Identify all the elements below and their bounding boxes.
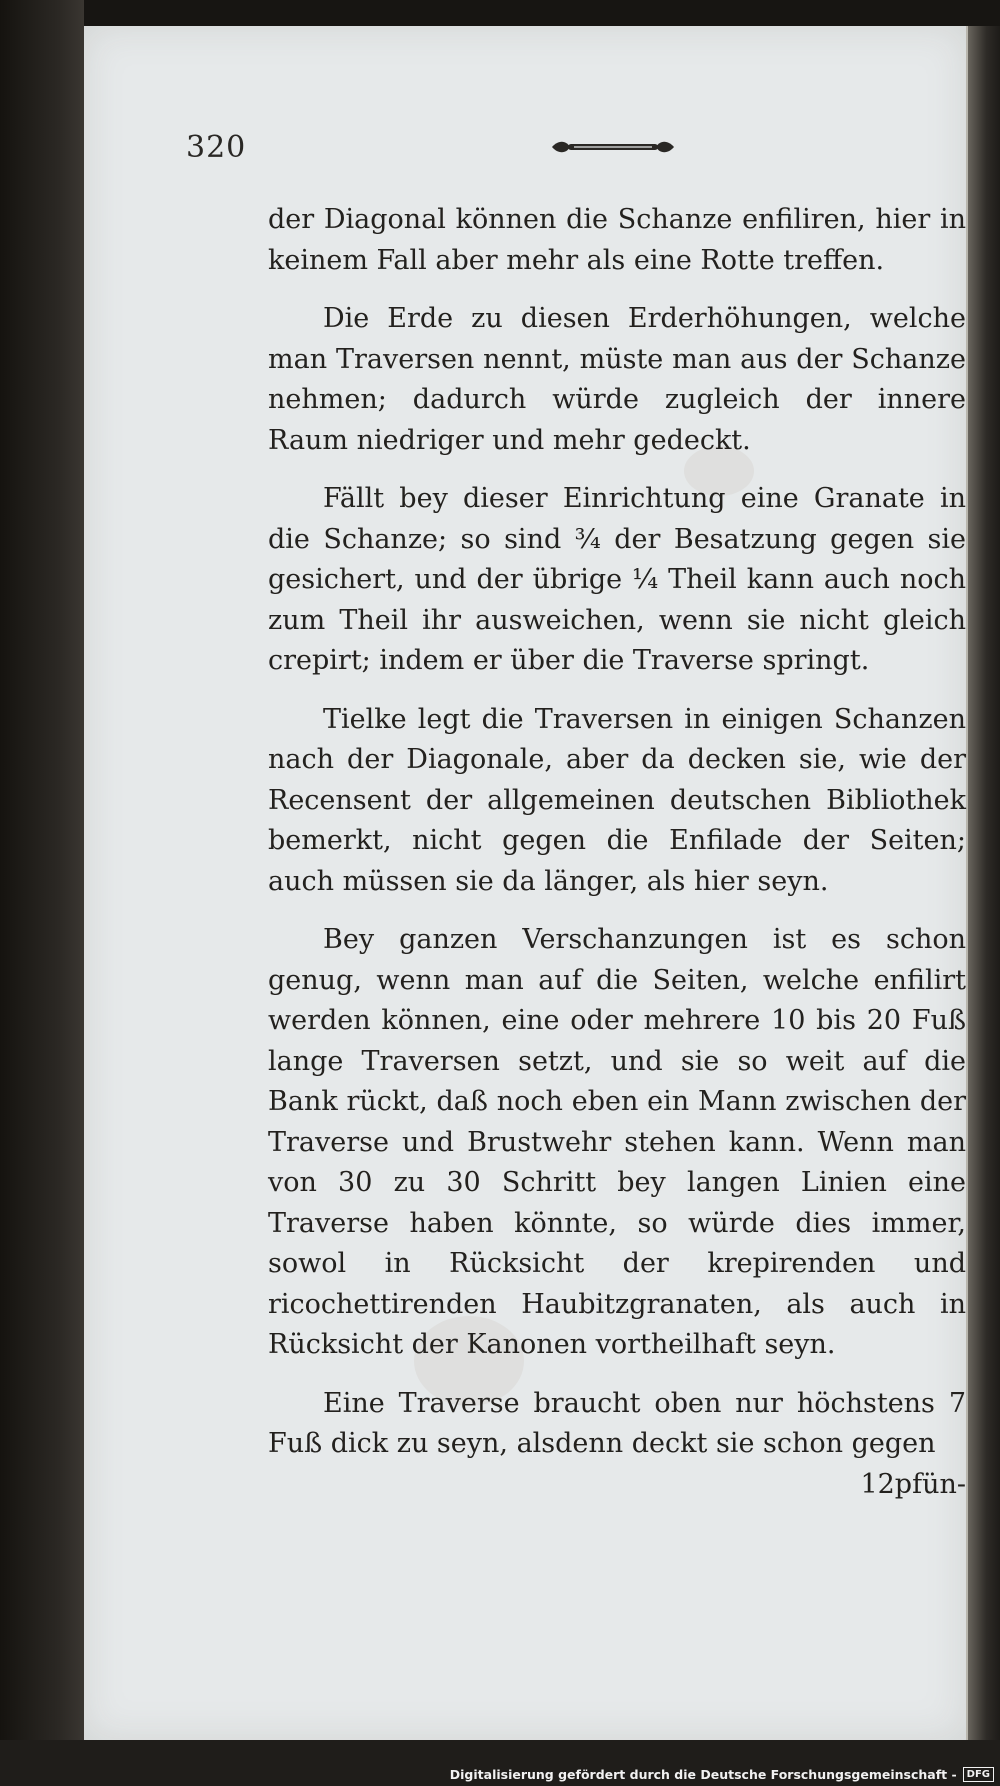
page-body-text — [268, 200, 966, 1505]
scan-left-edge — [0, 0, 84, 1786]
ornament-rule-icon — [548, 136, 678, 158]
dfg-logo-icon: DFG — [963, 1767, 994, 1782]
paragraph: Tielke legt die Traversen in einigen Schanzen nach der Diagonale, aber da decken sie, wie der Recensent der allgemeinen deutschen Bibliothek bemerkt, nicht gegen die Enfilade der Seiten; auch müssen sie da länger, als hier seyn. — [268, 703, 966, 897]
digitization-credit — [450, 1767, 994, 1782]
paragraph: Eine Traverse braucht oben nur höchstens 7 Fuß dick zu seyn, alsdenn deckt sie schon gegen — [268, 1387, 966, 1459]
scan-bottom-strip — [0, 1740, 1000, 1786]
paragraph: der Diagonal können die Schanze enfiliren, hier in keinem Fall aber mehr als eine Rotte treffen. — [268, 204, 966, 276]
paragraph: Fällt bey dieser Einrichtung eine Granate in die Schanze; so sind ¾ der Besatzung gegen sie gesichert, und der übrige ¼ Theil kann auch noch zum Theil ihr ausweichen, wenn sie nicht gleich crepirt; indem er über die Traverse springt. — [268, 483, 966, 676]
catchword: 12pfün- — [860, 1468, 966, 1500]
page-number: 320 — [186, 130, 247, 165]
paragraph: Bey ganzen Verschanzungen ist es schon genug, wenn man auf die Seiten, welche enfilirt werden können, eine oder mehrere 10 bis 20 Fuß lange Traversen setzt, und sie so weit auf die Bank rückt, daß noch eben ein Mann zwischen der Traverse und Brustwehr stehen kann. Wenn man von 30 zu 30 Schritt bey langen Linien eine Traverse haben könnte, so würde dies immer, sowol in Rücksicht der krepirenden und ricochettirenden Haubitzgranaten, als auch in Rücksicht der Kanonen vortheilhaft seyn. — [268, 924, 966, 1360]
scan-top-edge — [0, 0, 1000, 26]
paragraph: Die Erde zu diesen Erderhöhungen, welche man Traversen nennt, müste man aus der Schanze nehmen; dadurch würde zugleich der innere Raum niedriger und mehr gedeckt. — [268, 303, 966, 456]
credit-text: Digitalisierung gefördert durch die Deutsche Forschungsgemeinschaft - — [449, 1767, 957, 1782]
scan-right-edge — [966, 26, 1000, 1740]
